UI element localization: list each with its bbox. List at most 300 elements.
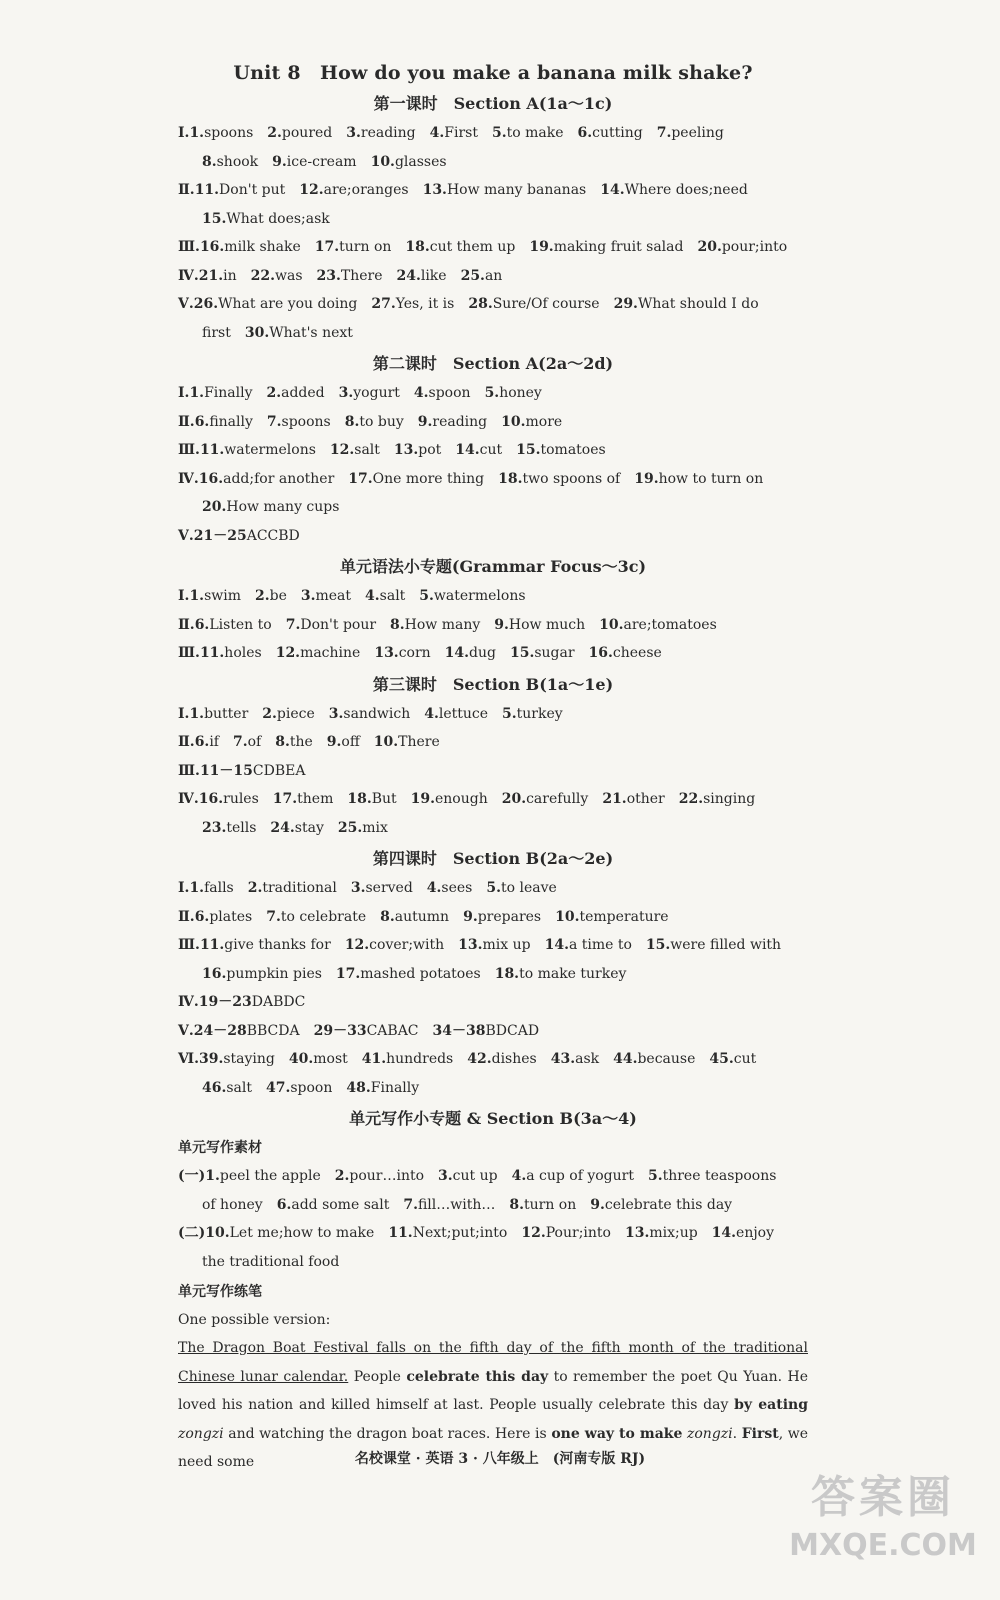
question-number: 14.: [544, 937, 569, 953]
question-number: 10.: [370, 153, 395, 170]
answer-text: spoons: [281, 413, 331, 430]
answer-text: give thanks for: [224, 937, 331, 953]
answer-item: [403, 1197, 495, 1213]
answer-row: [178, 814, 808, 843]
part-number: Ⅲ.: [178, 239, 200, 255]
answer-item: [394, 442, 441, 458]
question-number: 10.: [373, 734, 399, 750]
question-number: 2.: [334, 1168, 350, 1184]
question-number: 1.: [189, 385, 205, 401]
answer-text: prepares: [477, 908, 542, 925]
question-number: 2.: [247, 880, 263, 896]
answer-item: [195, 617, 272, 633]
part-number: Ⅴ.: [178, 527, 194, 544]
question-number: 3.: [350, 880, 366, 896]
page-footer: 名校课堂 · 英语 3 · 八年级上 (河南专版 RJ): [354, 1451, 646, 1467]
answer-item: [233, 734, 261, 750]
answer-item: [202, 1197, 263, 1213]
answer-item: [351, 880, 413, 896]
answer-text: dishes: [491, 1051, 537, 1067]
answer-text: fill…with…: [417, 1196, 496, 1213]
answer-text: salt: [379, 588, 406, 604]
answer-text: sees: [441, 880, 473, 896]
part-number: Ⅰ.: [178, 385, 190, 401]
answer-item: [414, 385, 471, 401]
answer-item: [335, 1168, 424, 1184]
answer-text: poured: [281, 125, 333, 141]
answer-text: What's next: [269, 324, 353, 341]
watermark-logo: [788, 1468, 978, 1578]
question-number: 11.: [199, 937, 225, 953]
answer-item: [467, 1051, 536, 1067]
answer-item: [516, 442, 606, 458]
unit-title: Unit 8 How do you make a banana milk shake?: [233, 62, 753, 84]
answer-text: How many: [404, 616, 481, 633]
essay-text: .: [732, 1425, 742, 1442]
answer-text: holes: [224, 645, 262, 661]
answer-item: [199, 1051, 275, 1067]
part-number: Ⅳ.: [178, 267, 199, 284]
answer-row: [178, 290, 808, 319]
question-number: 46.: [202, 1079, 227, 1096]
watermark-url: MXQE.COM: [789, 1528, 977, 1563]
answer-row: [178, 1191, 808, 1220]
question-number: 13.: [393, 442, 419, 458]
answer-item: [492, 125, 564, 141]
answer-item: [202, 1254, 339, 1270]
answer-item: [551, 1051, 599, 1067]
question-number: 11.: [199, 442, 225, 458]
question-number: 4.: [413, 385, 429, 401]
question-number: 16.: [199, 239, 225, 255]
answer-text: making fruit salad: [553, 239, 684, 255]
answer-text: cutting: [592, 125, 643, 141]
section-heading: 单元语法小专题(Grammar Focus～3c): [339, 557, 647, 576]
part-number: Ⅱ.: [178, 734, 195, 750]
part-number: Ⅳ.: [178, 994, 199, 1010]
answer-item: [189, 880, 233, 896]
answer-item: [199, 994, 306, 1010]
answer-item: [286, 617, 376, 633]
question-number: 7.: [266, 413, 282, 430]
answer-text: dug: [469, 645, 496, 661]
part-number: Ⅰ.: [178, 125, 190, 141]
answer-text: Finally: [370, 1079, 420, 1096]
part-number: Ⅱ.: [178, 616, 195, 633]
answer-item: [195, 734, 219, 750]
answer-text: turn on: [339, 239, 392, 255]
answer-item: [329, 706, 410, 722]
answer-item: [430, 125, 478, 141]
question-number: 15.: [202, 210, 227, 227]
answer-item: [545, 937, 632, 953]
answer-text: carefully: [526, 791, 589, 807]
question-number: 39.: [198, 1051, 224, 1067]
question-number: 44.: [613, 1051, 638, 1067]
answer-row: [178, 639, 808, 668]
essay-key-phrase: celebrate this day: [406, 1368, 549, 1385]
answer-text: salt: [354, 442, 380, 458]
part-number: Ⅰ.: [178, 705, 190, 722]
question-number: 9.: [326, 734, 342, 750]
answer-text: Next;put;into: [412, 1225, 508, 1241]
essay-text: to remember the poet Qu Yuan. He loved his nation and killed himself at last. People usually celebrate this day: [178, 1368, 808, 1413]
question-number: 43.: [550, 1051, 576, 1067]
answer-text: most: [313, 1051, 348, 1067]
answer-text: cut them up: [429, 239, 516, 255]
question-number: 6.: [194, 734, 210, 750]
answer-item: [202, 1080, 252, 1096]
question-number: 12.: [329, 442, 355, 458]
question-number: 30.: [244, 324, 270, 341]
answer-row: [178, 176, 808, 205]
answer-row: [178, 874, 808, 903]
answer-text: sandwich: [343, 705, 411, 722]
answer-item: [625, 1225, 698, 1241]
answer-item: [251, 268, 303, 284]
answer-item: [388, 1225, 507, 1241]
answer-item: [277, 1197, 390, 1213]
question-number: 16.: [588, 645, 613, 661]
sections-container: [178, 91, 808, 1477]
answer-row: [178, 148, 808, 177]
question-number: 42.: [467, 1051, 492, 1067]
answer-text: There: [398, 734, 440, 750]
answer-text: What does;ask: [226, 210, 330, 227]
question-number: 15.: [645, 937, 671, 953]
answer-text: meat: [315, 588, 352, 604]
answer-text: autumn: [394, 908, 450, 925]
question-number: 2.: [262, 705, 277, 722]
answer-item: [365, 588, 405, 604]
answer-item: [202, 499, 339, 515]
part-number: Ⅱ.: [178, 413, 195, 430]
answer-row: [178, 493, 808, 522]
essay-italic-word: zongzi: [178, 1425, 224, 1442]
answer-item: [614, 296, 759, 312]
answer-text: How many cups: [226, 499, 340, 515]
answer-item: [272, 154, 356, 170]
answer-text: BDCAD: [485, 1022, 540, 1039]
answer-item: [502, 791, 589, 807]
question-number: 13.: [458, 937, 483, 953]
answer-row: [178, 522, 808, 551]
answer-item: [205, 1225, 374, 1241]
answer-text: Listen to: [209, 616, 272, 633]
question-number: 28.: [468, 296, 493, 312]
answer-item: [657, 125, 724, 141]
answer-text: Finally: [204, 385, 253, 401]
answer-item: [194, 1023, 300, 1039]
answer-text: reading: [432, 413, 488, 430]
question-number: 23.: [316, 267, 341, 284]
question-number: 12.: [521, 1225, 546, 1241]
answer-item: [458, 937, 530, 953]
answer-row: [178, 903, 808, 932]
answer-item: [245, 325, 353, 341]
answer-item: [267, 414, 331, 430]
answer-text: tomatoes: [540, 442, 606, 458]
answer-row: [178, 988, 808, 1017]
question-number: 19－23: [198, 994, 252, 1010]
answer-item: [405, 239, 515, 255]
answer-item: [455, 442, 502, 458]
answer-item: [602, 791, 664, 807]
answer-text: was: [274, 267, 303, 284]
answer-item: [202, 966, 322, 982]
version-label: One possible version:: [178, 1312, 331, 1328]
answer-item: [362, 1051, 454, 1067]
answer-text: BBCDA: [246, 1022, 300, 1039]
answer-item: [578, 125, 643, 141]
answer-text: to leave: [501, 880, 557, 896]
question-number: 12.: [299, 182, 324, 198]
answer-text: How many bananas: [446, 182, 587, 198]
answer-item: [262, 706, 314, 722]
essay-text: People: [348, 1368, 407, 1385]
part-number: Ⅳ.: [178, 470, 199, 487]
question-number: 6.: [194, 616, 210, 633]
answer-text: rules: [223, 791, 259, 807]
question-number: 7.: [403, 1196, 418, 1213]
answer-text: How much: [508, 616, 586, 633]
answer-item: [445, 645, 496, 661]
question-number: 1.: [205, 1168, 220, 1184]
answer-text: be: [269, 588, 287, 604]
answer-text: lettuce: [438, 705, 489, 722]
answer-text: stay: [294, 819, 324, 836]
answer-text: butter: [204, 705, 249, 722]
answer-item: [380, 909, 449, 925]
answer-item: [202, 154, 258, 170]
question-number: 19.: [410, 791, 435, 807]
answer-text: plates: [209, 908, 253, 925]
answer-text: DABDC: [251, 994, 306, 1010]
answer-text: What should I do: [637, 296, 759, 312]
answer-item: [374, 734, 440, 750]
answer-item: [390, 617, 480, 633]
answer-row: [178, 785, 808, 814]
question-number: 9.: [590, 1196, 605, 1213]
answer-item: [411, 791, 488, 807]
answer-text: swim: [204, 588, 241, 604]
question-number: 18.: [498, 470, 523, 487]
question-number: 13.: [624, 1225, 650, 1241]
answer-item: [299, 182, 408, 198]
answer-text: CABAC: [366, 1022, 419, 1039]
essay-key-phrase: one way to make: [551, 1425, 683, 1442]
answer-row: [178, 757, 808, 786]
answer-text: temperature: [579, 908, 669, 925]
question-number: 17.: [335, 965, 361, 982]
answer-item: [521, 1225, 611, 1241]
answer-item: [371, 296, 454, 312]
part-number: Ⅵ.: [178, 1051, 199, 1067]
answer-text: spoon: [290, 1079, 333, 1096]
answer-text: peel the apple: [219, 1168, 321, 1184]
question-number: 47.: [266, 1079, 291, 1096]
question-number: 5.: [484, 385, 500, 401]
answer-item: [646, 937, 781, 953]
answer-row: [178, 611, 808, 640]
answer-item: [315, 239, 392, 255]
question-number: 18.: [494, 965, 520, 982]
answer-text: turn on: [523, 1196, 577, 1213]
answer-text: tells: [226, 819, 257, 836]
answer-item: [510, 645, 575, 661]
answer-item: [301, 588, 351, 604]
answer-text: more: [525, 413, 563, 430]
answer-text: the: [289, 734, 313, 750]
answer-item: [200, 937, 331, 953]
section-heading: 第一课时 Section A(1a～1c): [373, 94, 613, 113]
answer-item: [199, 471, 335, 487]
answer-text: First: [444, 125, 478, 141]
question-number: 14.: [600, 182, 625, 198]
answer-item: [495, 966, 627, 982]
answer-text: the traditional food: [202, 1253, 340, 1270]
answer-text: to celebrate: [280, 908, 367, 925]
question-number: 14.: [455, 442, 480, 458]
answer-item: [205, 1168, 321, 1184]
answer-text: pour;into: [721, 239, 788, 255]
answer-item: [679, 791, 755, 807]
question-number: 3.: [300, 588, 316, 604]
question-number: 10.: [555, 908, 580, 925]
answer-item: [327, 734, 360, 750]
answer-item: [199, 268, 237, 284]
question-number: 21－25: [193, 527, 247, 544]
answer-row: [178, 436, 808, 465]
answer-item: [501, 414, 562, 430]
answer-text: are;oranges: [323, 182, 409, 198]
question-number: 34－38: [432, 1022, 486, 1039]
answer-item: [396, 268, 446, 284]
answer-item: [600, 182, 748, 198]
answer-text: served: [365, 880, 413, 896]
question-number: 9.: [494, 616, 509, 633]
answer-text: cut: [733, 1051, 757, 1067]
answer-text: ice-cream: [286, 153, 357, 170]
question-number: 27.: [371, 296, 396, 312]
answer-text: Don't put: [219, 182, 286, 198]
answer-item: [267, 125, 332, 141]
answer-text: spoons: [204, 125, 254, 141]
question-number: 9.: [463, 908, 478, 925]
question-number: 12.: [275, 645, 301, 661]
question-number: 4.: [426, 880, 442, 896]
answer-text: first: [202, 324, 231, 341]
question-number: 13.: [374, 645, 399, 661]
answer-text: an: [484, 267, 503, 284]
answer-text: sugar: [534, 645, 575, 661]
answer-text: spoon: [428, 385, 471, 401]
answer-row: [178, 119, 808, 148]
part-number: Ⅳ.: [178, 791, 199, 807]
answer-item: [634, 471, 763, 487]
question-number: 8.: [390, 616, 405, 633]
answer-item: [317, 268, 383, 284]
question-number: 1.: [189, 588, 205, 604]
answer-text: corn: [398, 645, 431, 661]
answer-item: [346, 125, 415, 141]
section-heading: 单元写作小专题 & Section B(3a～4): [349, 1109, 637, 1128]
answer-row: [178, 1248, 808, 1277]
part-number: Ⅲ.: [178, 442, 200, 458]
question-number: 6.: [276, 1196, 292, 1213]
question-number: 12.: [344, 937, 370, 953]
answer-item: [200, 442, 316, 458]
question-number: 5.: [647, 1168, 663, 1184]
answer-text: mix;up: [649, 1225, 698, 1241]
answer-item: [461, 268, 503, 284]
answer-item: [194, 528, 300, 544]
question-number: 15.: [516, 442, 541, 458]
question-number: 10.: [205, 1225, 230, 1241]
answer-row: [178, 931, 808, 960]
answer-item: [468, 296, 599, 312]
answer-text: honey: [499, 385, 542, 401]
answer-item: [202, 820, 256, 836]
question-number: 7.: [232, 734, 248, 750]
question-number: 11.: [388, 1225, 413, 1241]
answer-row: [178, 1162, 808, 1191]
answer-item: [346, 1080, 419, 1096]
question-number: 24－28: [193, 1022, 247, 1039]
answer-row: [178, 205, 808, 234]
answer-text: mashed potatoes: [360, 965, 481, 982]
answer-item: [202, 211, 330, 227]
answer-text: cut up: [452, 1168, 498, 1184]
answer-item: [189, 385, 252, 401]
question-number: 4.: [365, 588, 380, 604]
answer-text: to buy: [359, 413, 404, 430]
answer-item: [345, 937, 444, 953]
answer-item: [339, 385, 400, 401]
answer-text: reading: [360, 125, 416, 141]
answer-text: add;for another: [223, 470, 335, 487]
question-number: 29－33: [313, 1022, 367, 1039]
answer-row: [178, 1017, 808, 1046]
answer-text: yogurt: [353, 385, 400, 401]
answer-item: [338, 820, 388, 836]
question-number: 5.: [491, 125, 507, 141]
answer-item: [189, 706, 248, 722]
question-number: 14.: [444, 645, 470, 661]
answer-row: [178, 379, 808, 408]
answer-item: [345, 414, 404, 430]
question-number: 21.: [602, 791, 627, 807]
answer-item: [270, 820, 323, 836]
answer-item: [266, 1080, 332, 1096]
answer-item: [330, 442, 380, 458]
part-number: Ⅱ.: [178, 908, 195, 925]
question-number: 41.: [361, 1051, 387, 1067]
answer-text: enjoy: [736, 1225, 775, 1241]
question-number: 13.: [422, 182, 447, 198]
answer-text: in: [223, 267, 237, 284]
answer-text: One more thing: [372, 470, 485, 487]
question-number: 40.: [288, 1051, 314, 1067]
question-number: 16.: [198, 470, 224, 487]
answer-item: [648, 1168, 776, 1184]
answer-text: other: [626, 791, 665, 807]
answer-text: watermelons: [224, 442, 316, 458]
answer-item: [590, 1197, 732, 1213]
answer-text: because: [637, 1051, 696, 1067]
question-number: 23.: [202, 819, 227, 836]
answer-item: [273, 791, 334, 807]
